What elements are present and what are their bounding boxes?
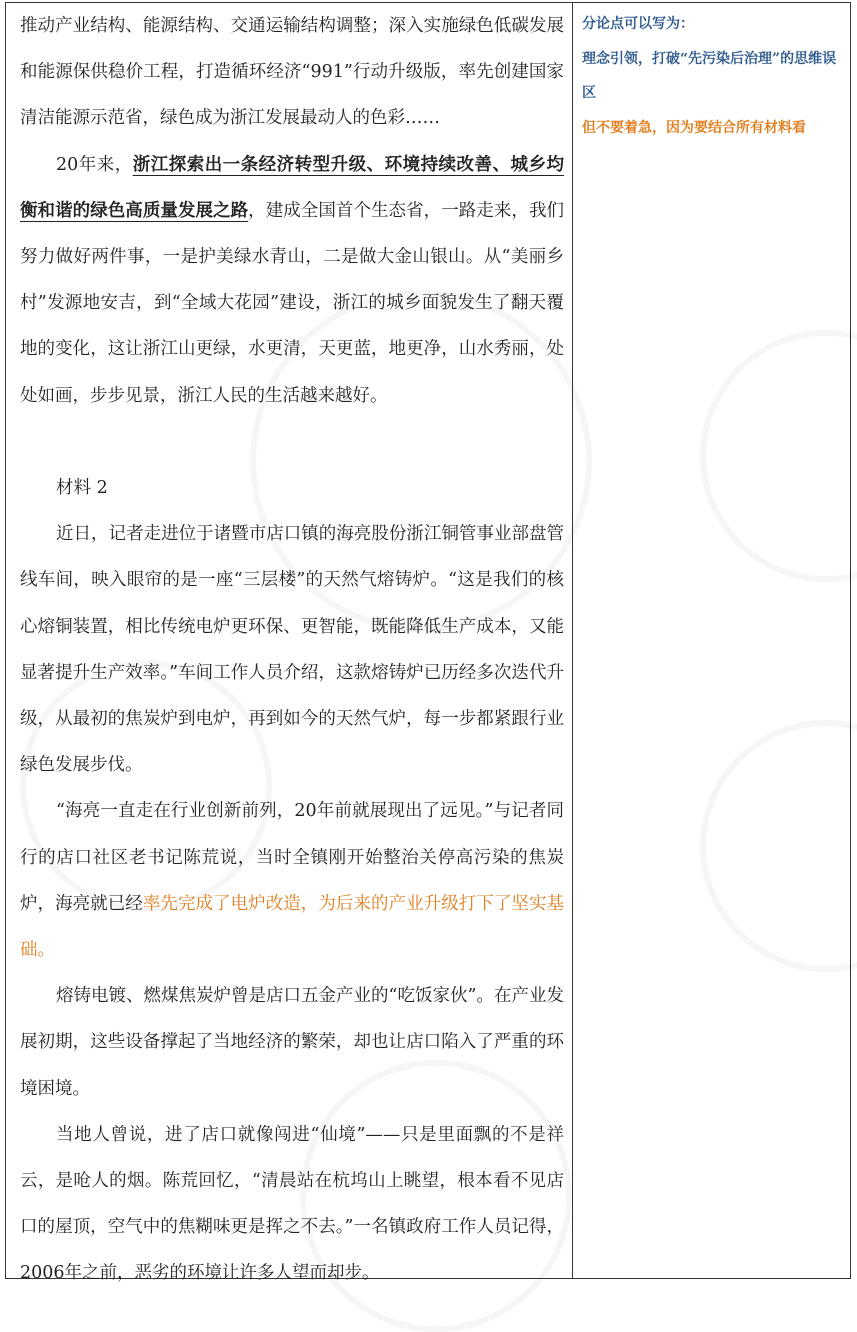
column-divider [572,3,573,1278]
paragraph-4 [20,788,564,973]
underlined-key-sentence: 浙江探索出一条经济转型升级、环境持续改善、城乡均衡和谐的绿色高质量发展之路 [20,154,564,221]
annotation-column [582,7,848,145]
note-intro: 分论点可以写为： [582,16,694,32]
paragraph-5: 熔铸电镀、燃煤焦炭炉曾是店口五金产业的“吃饭家伙”。在产业发展初期，这些设备撑起了当地经济的繁荣，却也让店口陷入了严重的环境困境。 [20,986,564,1099]
paragraph-2-rest: ，建成全国首个生态省，一路走来，我们努力做好两件事，一是护美绿水青山，二是做大金山银山。从“美丽乡村”发源地安吉，到“全域大花园”建设，浙江的城乡面貌发生了翻天覆地的变化，这让浙江山更绿，水更清，天更蓝，地更净，山水秀丽，处处如画，步步见景，浙江人民的生活越来越好。 [20,200,565,406]
paragraph-2-start: 20年来， [56,154,133,175]
highlighted-sentence: 率先完成了电炉改造，为后来的产业升级打下了坚实基础。 [20,893,565,961]
material-2-heading: 材料 2 [56,478,108,499]
paragraph-2 [20,142,564,419]
paragraph-1: 推动产业结构、能源结构、交通运输结构调整；深入实施绿色低碳发展和能源保供稳价工程，打造循环经济“991”行动升级版，率先创建国家清洁能源示范省，绿色成为浙江发展最动人的色彩…… [20,16,564,129]
note-reminder: 但不要着急，因为要结合所有材料看 [582,119,806,136]
material-text-column [20,3,564,1297]
paragraph-6: 当地人曾说，进了店口就像闯进“仙境”——只是里面飘的不是祥云，是呛人的烟。陈荒回忆，“清晨站在杭坞山上眺望，根本看不见店口的屋顶，空气中的焦糊味更是挥之不去。”一名镇政府工作人员记得，2006年之前，恶劣的环境让许多人望而却步。 [20,1124,564,1284]
note-sub-argument: 理念引领，打破“先污染后治理”的思维误区 [582,50,837,101]
paragraph-3: 近日，记者走进位于诸暨市店口镇的海亮股份浙江铜管事业部盘管线车间，映入眼帘的是一座“三层楼”的天然气熔铸炉。“这是我们的核心熔铜装置，相比传统电炉更环保、更智能，既能降低生产成本，又能显著提升生产效率。”车间工作人员介绍，这款熔铸炉已历经多次迭代升级，从最初的焦炭炉到电炉，再到如今的天然气炉，每一步都紧跟行业绿色发展步伐。 [20,524,564,776]
paragraph-4-start: “海亮一直走在行业创新前列，20年前就展现出了远见。”与记者同行的店口社区老书记陈荒说，当时全镇刚开始整治关停高污染的焦炭炉，海亮就已经 [20,801,564,914]
content-table [5,2,851,1284]
